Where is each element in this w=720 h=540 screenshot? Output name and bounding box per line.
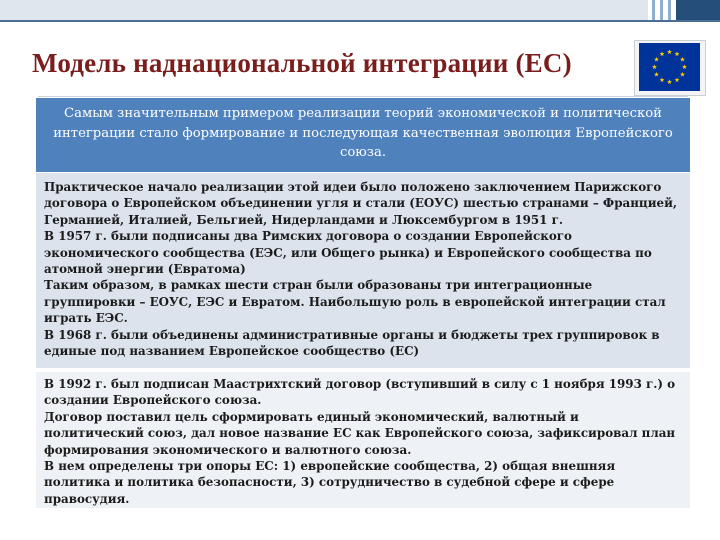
maastricht-box — [36, 370, 690, 508]
history-paragraph-3: Таким образом, в рамках шести стран были образованы три интеграционные группировки – ЕОУС, ЕЭС и Евратом. Наибольшую роль в европейской интеграции стал играть ЕЭС. — [44, 278, 666, 326]
top-bar-stripe — [660, 0, 663, 20]
history-paragraph-1: Практическое начало реализации этой идеи было положено заключением Парижского договора о Европейском объединении угля и стали (ЕОУС) шестью странами – Францией, Германией, Италией, Бельгией, Нидерландами и Люксембургом в 1951 г. — [44, 180, 678, 227]
header-box — [36, 98, 690, 172]
eu-flag-icon — [639, 43, 700, 91]
top-bar-line — [0, 20, 720, 22]
top-decor-bar — [0, 0, 720, 20]
history-paragraph-2: В 1957 г. были подписаны два Римских договора о создании Европейского экономического сообщества (ЕЭС, или Общего рынка) и Европейского сообщества по атомной энергии (Евратома) — [44, 229, 652, 277]
title-underline — [38, 96, 688, 97]
maastricht-paragraph-1: В 1992 г. был подписан Маастрихтский договор (вступивший в силу с 1 ноября 1993 г.) о создании Европейского союза. — [44, 377, 676, 408]
history-box — [36, 172, 690, 368]
header-text: Самым значительным примером реализации теорий экономической и политической интеграции стало формирование и последующая качественная эволюция Европейского союза. — [53, 106, 673, 160]
history-paragraph-4: В 1968 г. были объединены административные органы и бюджеты трех группировок в единые под названием Европейское сообщество (ЕС) — [44, 327, 660, 359]
top-bar-light — [0, 0, 648, 20]
top-bar-stripe — [652, 0, 655, 20]
slide-title: Модель наднациональной интеграции (ЕС) — [32, 48, 572, 78]
maastricht-paragraph-2: Договор поставил цель сформировать единый экономический, валютный и политический союз, дал новое название ЕС как Европейского союза, зафиксировал план формирования экономического и валютного союза. — [44, 409, 676, 457]
maastricht-paragraph-3: В нем определены три опоры ЕС: 1) европейские сообщества, 2) общая внешняя политика и политика безопасности, 3) сотрудничество в судебной сфере и сфере правосудия. — [44, 459, 616, 506]
top-bar-dark — [676, 0, 720, 20]
top-bar-stripe — [668, 0, 671, 20]
